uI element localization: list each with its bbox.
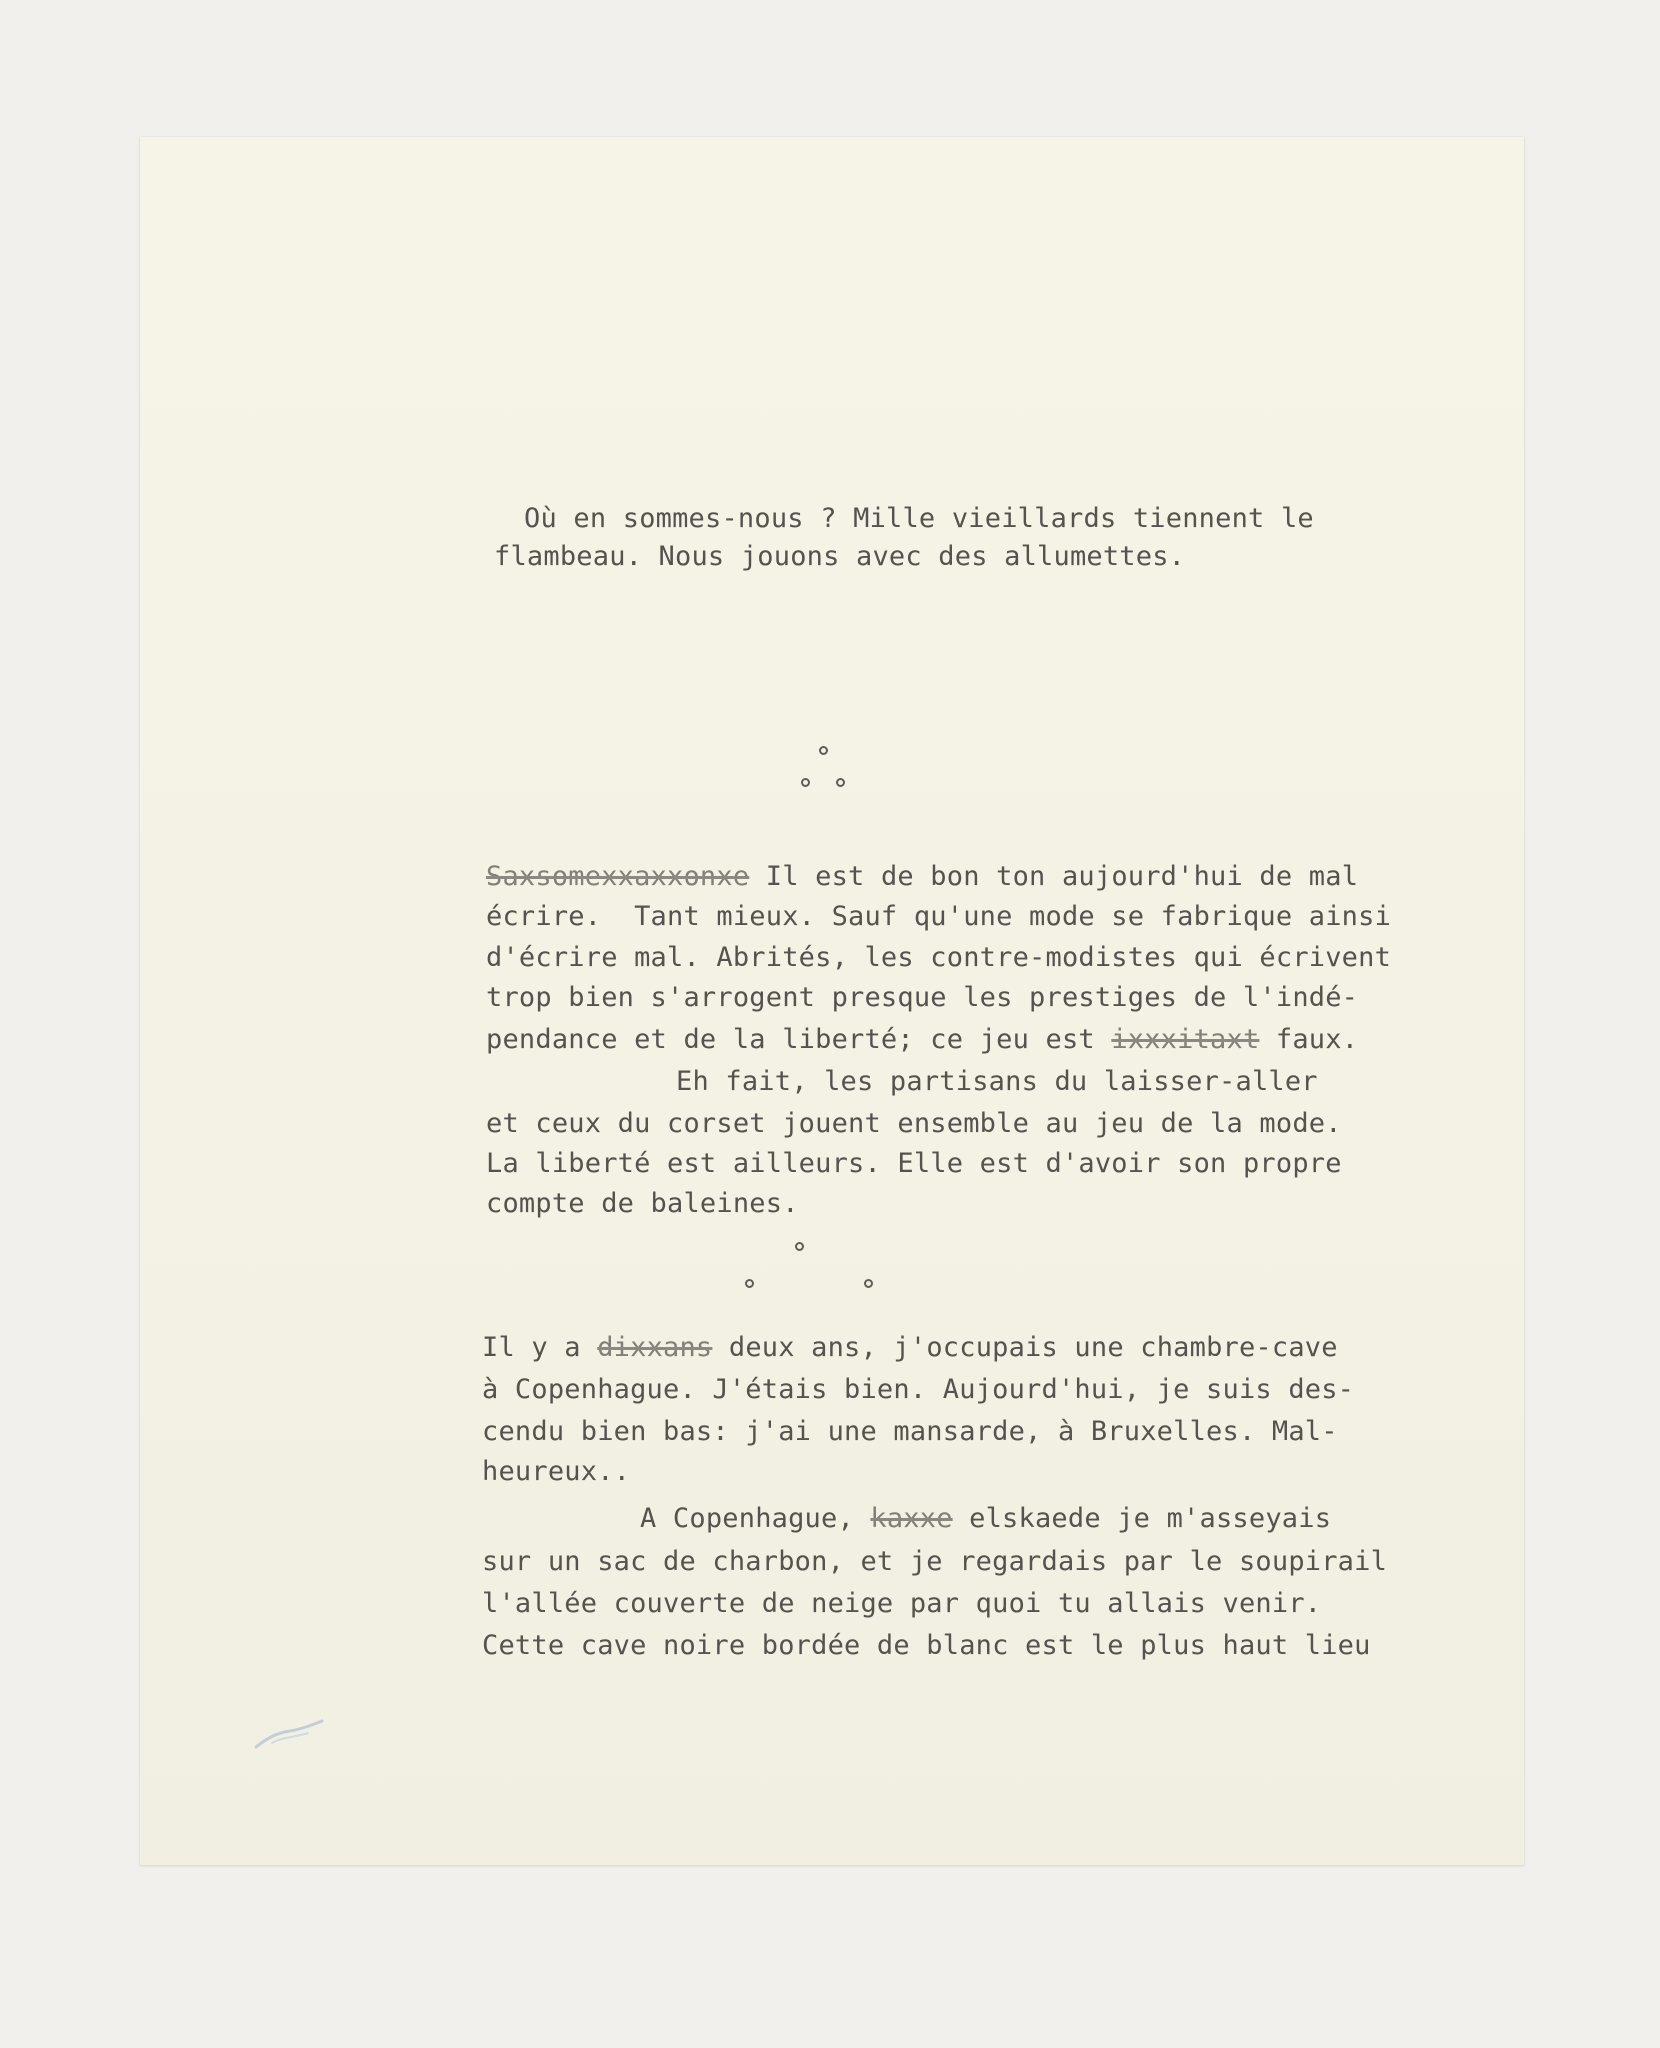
text-line-13: à Copenhague. J'étais bien. Aujourd'hui, je suis des- <box>482 1374 1355 1405</box>
text-line-5: d'écrire mal. Abrités, les contre-modistes qui écrivent <box>486 942 1392 973</box>
ink-smudge-icon <box>252 1717 326 1753</box>
text-line-16 <box>640 1504 1331 1534</box>
text-line-1: Où en sommes-nous ? Mille vieillards tiennent le <box>524 503 1314 534</box>
text-line-11: compte de baleines. <box>486 1188 799 1219</box>
text-line-19: Cette cave noire bordée de blanc est le plus haut lieu <box>482 1630 1371 1661</box>
line-12-text-start: Il y a <box>482 1332 598 1363</box>
ornament-circle-icon <box>836 778 845 787</box>
text-line-3 <box>486 862 1358 892</box>
line-16-text-start: A Copenhague, <box>640 1503 871 1534</box>
struck-out-text: kaxxe <box>870 1503 953 1534</box>
text-line-14: cendu bien bas: j'ai une mansarde, à Bruxelles. Mal- <box>482 1416 1338 1447</box>
line-16-text-end: elskaede je m'asseyais <box>952 1503 1332 1534</box>
line-7-text-end: faux. <box>1259 1024 1359 1055</box>
text-line-6: trop bien s'arrogent presque les prestiges de l'indé- <box>486 982 1359 1013</box>
text-line-9: et ceux du corset jouent ensemble au jeu de la mode. <box>486 1108 1342 1139</box>
text-line-8: Eh fait, les partisans du laisser-aller <box>676 1066 1318 1097</box>
text-line-4: écrire. Tant mieux. Sauf qu'une mode se fabrique ainsi <box>486 901 1392 932</box>
ornament-circle-icon <box>819 746 828 755</box>
text-line-12 <box>482 1333 1338 1363</box>
line-12-text-end: deux ans, j'occupais une chambre-cave <box>712 1332 1338 1363</box>
struck-out-text: dixxans <box>597 1332 713 1363</box>
text-line-2: flambeau. Nous jouons avec des allumettes. <box>494 541 1186 572</box>
line-3-text: Il est de bon ton aujourd'hui de mal <box>749 861 1359 892</box>
text-line-15: heureux.. <box>482 1456 631 1487</box>
ornament-circle-icon <box>801 778 810 787</box>
ornament-circle-icon <box>745 1279 754 1288</box>
ornament-circle-icon <box>795 1242 804 1251</box>
struck-out-text: ixxxitaxt <box>1111 1024 1260 1055</box>
typewritten-page <box>140 137 1524 1865</box>
text-line-7 <box>486 1025 1358 1055</box>
line-7-text-start: pendance et de la liberté; ce jeu est <box>486 1024 1112 1055</box>
struck-out-text: Saxsomexxaxxonxe <box>486 861 750 892</box>
text-line-18: l'allée couverte de neige par quoi tu allais venir. <box>482 1588 1322 1619</box>
text-line-10: La liberté est ailleurs. Elle est d'avoir son propre <box>486 1148 1342 1179</box>
ornament-circle-icon <box>864 1279 873 1288</box>
text-line-17: sur un sac de charbon, et je regardais par le soupirail <box>482 1546 1388 1577</box>
